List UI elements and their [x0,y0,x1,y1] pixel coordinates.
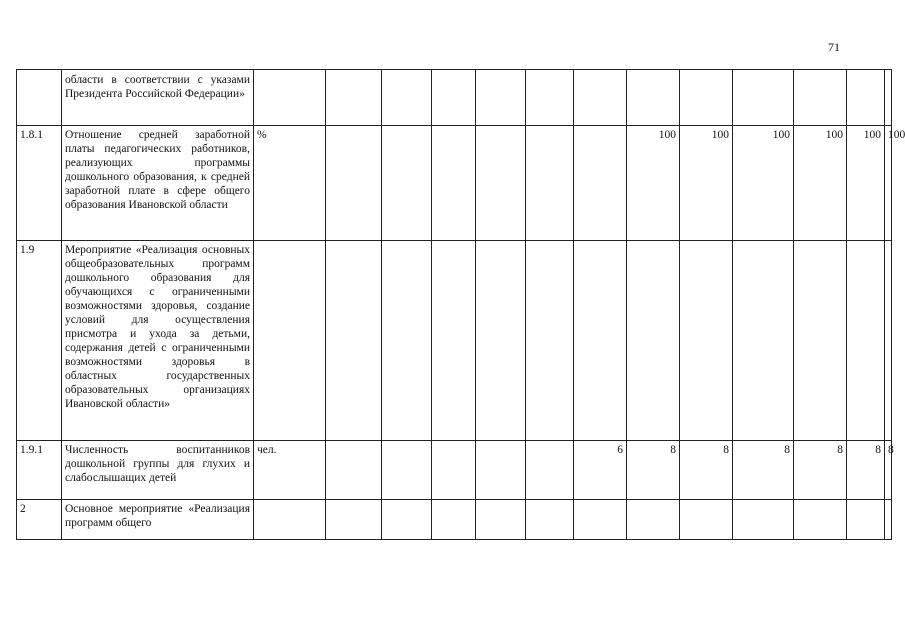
row-value [382,126,432,241]
row-unit [254,70,326,126]
data-table [16,69,905,540]
row-unit: % [254,126,326,241]
row-value [574,70,627,126]
row-code: 1.9.1 [17,441,62,500]
row-value [432,70,476,126]
row-value [794,500,847,540]
row-value: 100 [627,126,680,241]
row-value [476,441,526,500]
row-value [326,500,382,540]
row-value [847,241,885,441]
row-value [432,500,476,540]
row-value [526,126,574,241]
table-row [17,500,892,540]
row-value [326,70,382,126]
row-value [680,70,733,126]
page-number: 71 [828,40,840,54]
row-value: 100 [733,126,794,241]
row-value [526,441,574,500]
row-value [885,500,892,540]
row-value [574,126,627,241]
row-value [382,441,432,500]
row-value [326,241,382,441]
row-value: 8 [680,441,733,500]
row-code [17,70,62,126]
row-value [382,500,432,540]
row-value [733,241,794,441]
row-value: 100 [847,126,885,241]
row-value [794,70,847,126]
row-value [326,441,382,500]
row-value [476,70,526,126]
row-value [382,70,432,126]
row-value [432,126,476,241]
row-value [526,70,574,126]
row-value [382,241,432,441]
row-value [476,500,526,540]
row-value [574,500,627,540]
row-value [432,441,476,500]
row-description: области в соответствии с указами Президента Российской Федерации» [62,70,254,126]
row-code: 2 [17,500,62,540]
row-value [526,500,574,540]
row-value: 8 [885,441,892,500]
row-value [326,126,382,241]
row-value [680,500,733,540]
row-value: 100 [885,126,892,241]
row-value [574,241,627,441]
row-value [847,70,885,126]
row-code: 1.9 [17,241,62,441]
row-value [432,241,476,441]
row-value: 100 [680,126,733,241]
table-row [17,441,892,500]
row-value [733,500,794,540]
table-row [17,126,892,241]
table-row [17,70,892,126]
row-value: 100 [794,126,847,241]
row-code: 1.8.1 [17,126,62,241]
row-value: 8 [627,441,680,500]
row-value [476,126,526,241]
row-value: 8 [794,441,847,500]
row-value [733,70,794,126]
row-value [627,500,680,540]
row-value [680,241,733,441]
row-unit [254,241,326,441]
row-value [885,241,892,441]
row-value [627,241,680,441]
row-description: Отношение средней заработной платы педагогических работников, реализующих программы дошкольного образования, к средней заработной плате в сфере общего образования Ивановской области [62,126,254,241]
row-value [885,70,892,126]
row-value: 8 [733,441,794,500]
row-description: Основное мероприятие «Реализация программ общего [62,500,254,540]
row-value [847,500,885,540]
row-value: 8 [847,441,885,500]
row-description: Численность воспитанников дошкольной группы для глухих и слабослышащих детей [62,441,254,500]
row-value [627,70,680,126]
table-row [17,241,892,441]
row-value: 6 [574,441,627,500]
row-description: Мероприятие «Реализация основных общеобразовательных программ дошкольного образования для обучающихся с ограниченными возможностями здоровья, создание условий для осуществления присмотра и ухода за детьми, содержания детей с ограниченными возможностями здоровья в областных государственных образовательных организациях Ивановской области» [62,241,254,441]
row-value [794,241,847,441]
row-unit [254,500,326,540]
row-value [526,241,574,441]
row-unit: чел. [254,441,326,500]
row-value [476,241,526,441]
